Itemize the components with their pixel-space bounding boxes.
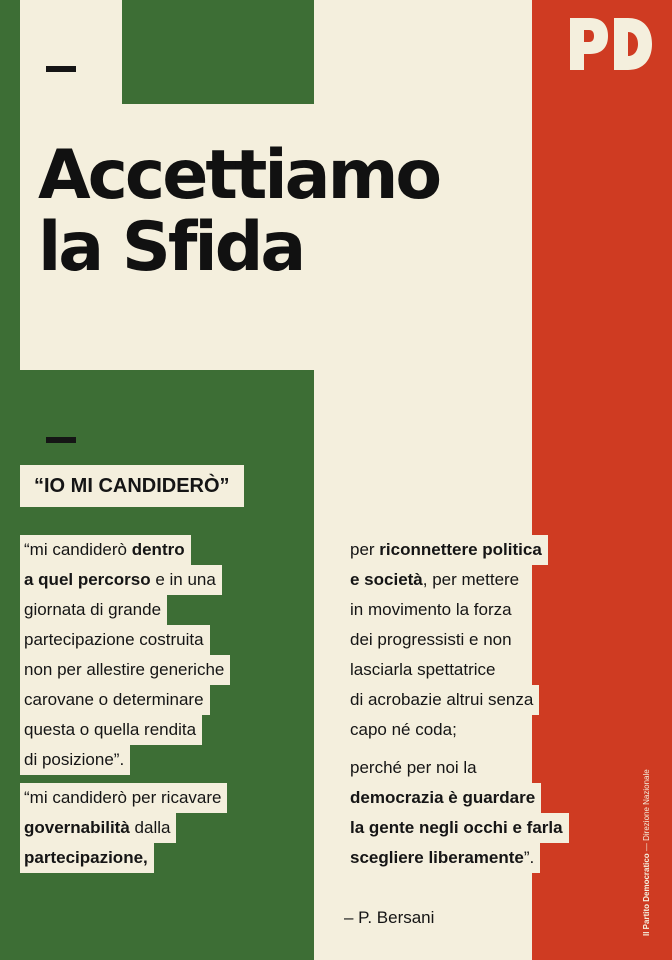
quote-line [20,843,154,873]
title-dash-bottom [46,437,76,443]
quote-line [346,753,483,783]
quote-column-left [20,535,230,873]
quote-line [20,813,176,843]
flag-cream-block-top [20,0,122,104]
paragraph-gap [346,745,569,753]
quote-line [346,565,525,595]
quote-text: capo né coda; [350,720,457,739]
quote-emphasis: governabilità [24,818,130,837]
section-subhead: “IO MI CANDIDERÒ” [20,465,244,507]
quote-text: lasciarla spettatrice [350,660,496,679]
quote-line [20,745,130,775]
quote-text: “mi candiderò [24,540,132,559]
quote-emphasis: democrazia è guardare [350,788,536,807]
quote-text: per [350,540,380,559]
title-dash-top [46,66,76,72]
quote-text: di posizione”. [24,750,125,769]
side-credit-office: — Direzione Nazionale [642,769,651,854]
quote-text: giornata di grande [24,600,162,619]
quote-text: ”. [523,848,535,867]
quote-text: perché per noi la [350,758,477,777]
quote-text: e in una [150,570,216,589]
quote-line [20,625,210,655]
quote-text: questa o quella rendita [24,720,197,739]
quote-text: in movimento la forza [350,600,512,619]
poster-title [38,136,440,287]
quote-emphasis: e società [350,570,423,589]
quote-line [20,715,202,745]
signature: – P. Bersani [344,908,435,927]
quote-text: “mi candiderò per ricavare [24,788,222,807]
quote-text: dalla [129,818,171,837]
quote-text: non per allestire generiche [24,660,225,679]
quote-line [346,535,548,565]
quote-line [346,843,540,873]
quote-text: dei progressisti e non [350,630,512,649]
pd-party-logo-icon [566,16,656,72]
quote-line [20,565,222,595]
quote-line [346,813,569,843]
side-credit [642,769,651,936]
title-line-2: la Sfida [38,208,304,287]
quote-line [346,715,463,745]
title-line-1: Accettiamo [38,136,440,215]
quote-line [20,595,167,625]
quote-column-right [346,535,569,873]
quote-line [346,595,518,625]
quote-line [20,535,191,565]
quote-emphasis: partecipazione, [24,848,148,867]
paragraph-gap [20,775,230,783]
quote-line [346,685,539,715]
side-credit-party: Il Partito Democratico [642,853,651,936]
quote-line [346,625,518,655]
flag-green-block-top [122,0,314,104]
quote-text: partecipazione costruita [24,630,204,649]
quote-emphasis: a quel percorso [24,570,151,589]
quote-text: di acrobazie altrui senza [350,690,534,709]
quote-emphasis: riconnettere politica [379,540,542,559]
quote-line [20,685,210,715]
quote-line [346,783,541,813]
quote-emphasis: scegliere liberamente [350,848,524,867]
quote-emphasis: la gente negli occhi e farla [350,818,563,837]
quote-line [20,783,227,813]
quote-text: carovane o determinare [24,690,204,709]
quote-text: , per mettere [422,570,520,589]
quote-line [346,655,502,685]
quote-line [20,655,230,685]
quote-emphasis: dentro [131,540,185,559]
